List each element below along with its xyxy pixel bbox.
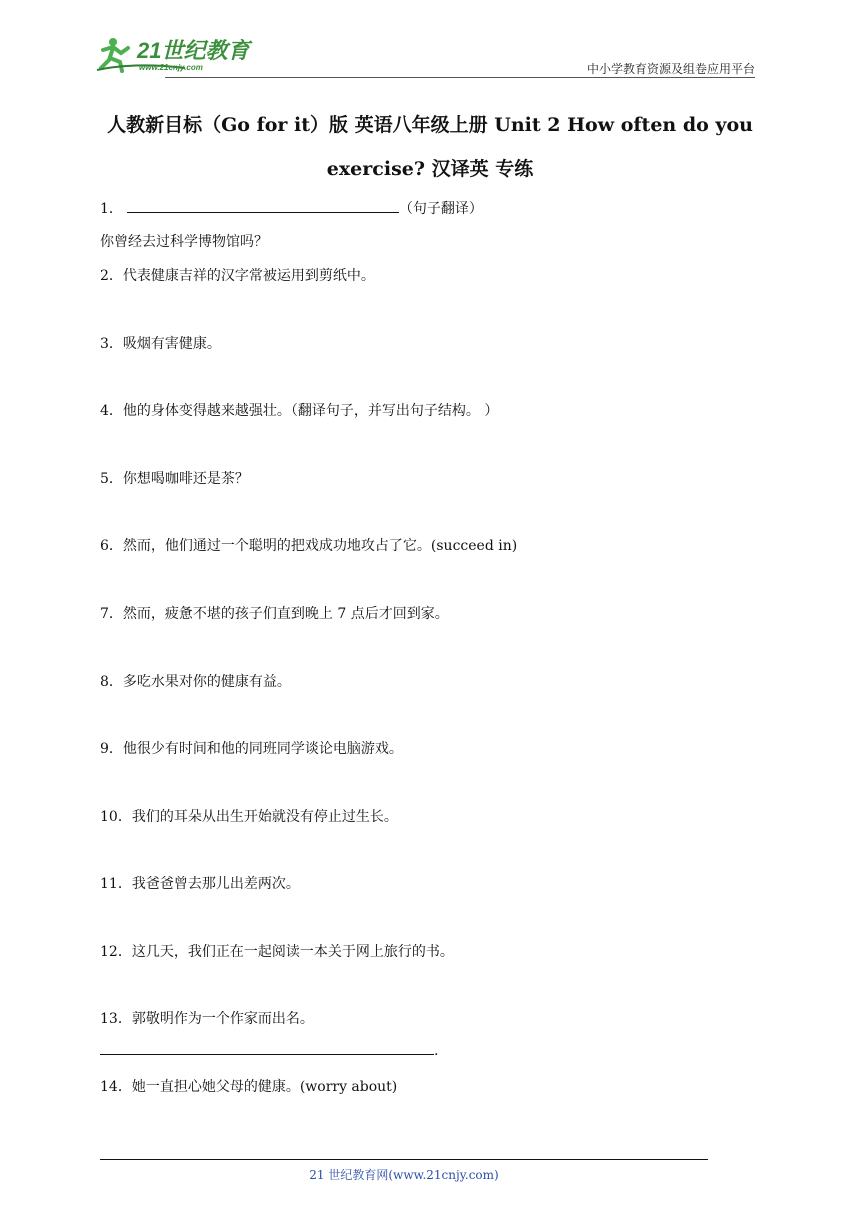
logo-url: www.21cnjy.com	[139, 63, 203, 72]
question-6: 6．然而，他们通过一个聪明的把戏成功地攻占了它。(succeed in)	[100, 538, 518, 554]
question-number: 1．	[100, 201, 123, 217]
footer-divider	[100, 1159, 708, 1160]
page-header	[95, 30, 755, 80]
question-3: 3．吸烟有害健康。	[100, 336, 221, 352]
question-12: 12．这几天，我们正在一起阅读一本关于网上旅行的书。	[100, 944, 454, 960]
question-4: 4．他的身体变得越来越强壮。（翻译句子，并写出句子结构。 ）	[100, 403, 499, 419]
question-13: 13．郭敬明作为一个作家而出名。	[100, 1011, 314, 1027]
question-hint: （句子翻译）	[398, 201, 483, 217]
page-title-line1: 人教新目标（Go for it）版 英语八年级上册 Unit 2 How often do you	[107, 114, 753, 136]
question-10: 10．我们的耳朵从出生开始就没有停止过生长。	[100, 809, 398, 825]
footer-text[interactable]: 21 世纪教育网(www.21cnjy.com)	[309, 1168, 499, 1182]
site-logo	[95, 34, 265, 74]
question-8: 8．多吃水果对你的健康有益。	[100, 674, 291, 690]
question-9: 9．他很少有时间和他的同班同学谈论电脑游戏。	[100, 741, 403, 757]
answer-line-13[interactable]	[100, 1054, 434, 1055]
question-11: 11．我爸爸曾去那儿出差两次。	[100, 876, 300, 892]
logo-text: 21世纪教育	[137, 38, 250, 63]
answer-line-period: .	[434, 1043, 439, 1059]
question-1-prompt: 你曾经去过科学博物馆吗？	[100, 234, 268, 250]
header-divider	[165, 77, 755, 78]
answer-blank[interactable]	[127, 198, 399, 213]
question-14: 14．她一直担心她父母的健康。(worry about)	[100, 1079, 398, 1095]
page-title-line2: exercise? 汉译英 专练	[326, 158, 534, 180]
question-7: 7．然而，疲惫不堪的孩子们直到晚上 7 点后才回到家。	[100, 606, 449, 622]
question-1	[100, 198, 483, 218]
question-2: 2．代表健康吉祥的汉字常被运用到剪纸中。	[100, 268, 375, 284]
platform-name: 中小学教育资源及组卷应用平台	[586, 62, 755, 76]
question-5: 5．你想喝咖啡还是茶？	[100, 471, 249, 487]
